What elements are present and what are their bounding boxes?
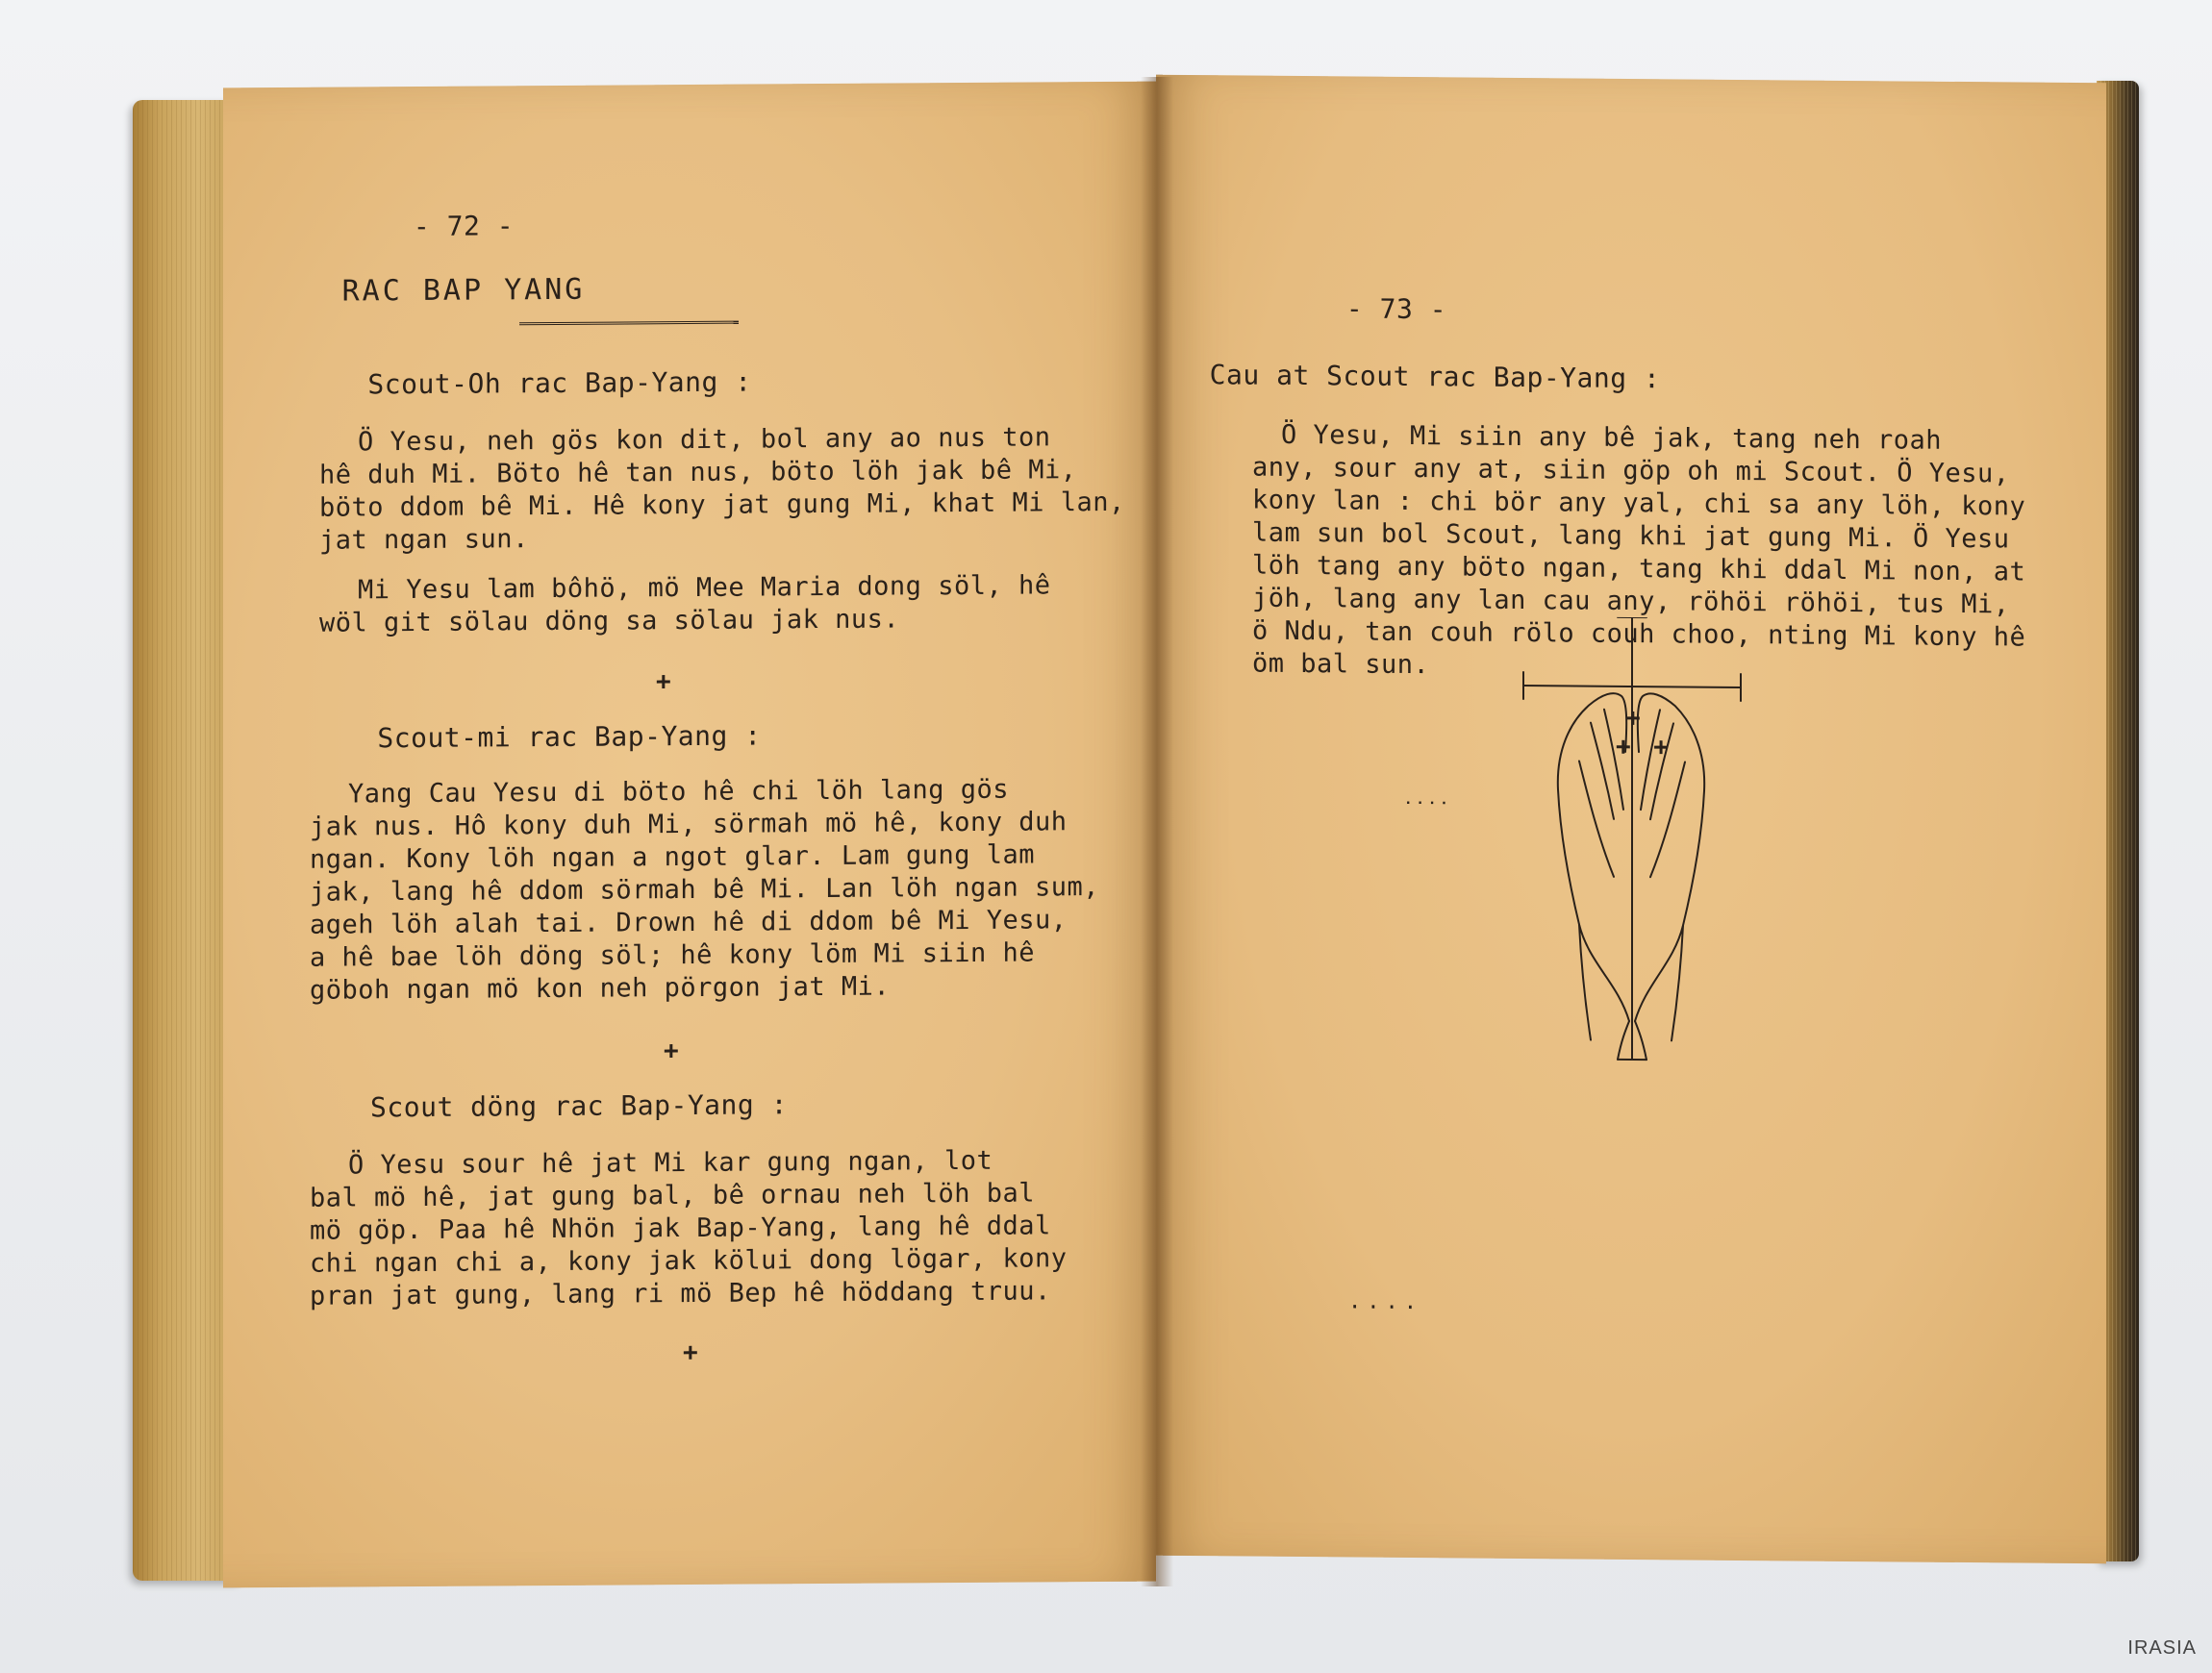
- section-3-line-3: mö göp. Paa hê Nhön jak Bap-Yang, lang hê ddal: [310, 1211, 1051, 1246]
- section-1-line-2: hê duh Mi. Böto hê tan nus, böto löh jak bê Mi,: [319, 455, 1077, 490]
- section-1-line-1: Ö Yesu, neh gös kon dit, bol any ao nus ton: [358, 422, 1051, 458]
- section-1-line-5: Mi Yesu lam bôhö, mö Mee Maria dong söl, hê: [358, 570, 1051, 606]
- right-page-heading: Cau at Scout rac Bap-Yang :: [1209, 359, 1661, 395]
- prayer-line-7: ö Ndu, tan couh rölo couh choo, nting Mi kony hê: [1252, 615, 2026, 653]
- section-divider-cross-1: +: [656, 667, 671, 697]
- prayer-line-8: öm bal sun.: [1252, 648, 1430, 681]
- section-3-line-2: bal mö hê, jat gung bal, bê ornau neh löh bal: [310, 1178, 1035, 1213]
- right-page: [1156, 75, 2106, 1564]
- praying-hands-cross-illustration: [1521, 616, 1743, 1109]
- section-divider-cross-2: +: [664, 1036, 679, 1066]
- section-2-line-3: ngan. Kony löh ngan a ngot glar. Lam gung lam: [310, 839, 1035, 875]
- section-2-line-1: Yang Cau Yesu di böto hê chi löh lang gös: [348, 774, 1009, 810]
- watermark-label: IRASIA: [2127, 1637, 2197, 1659]
- stray-dots-bottom: ....: [1348, 1289, 1422, 1315]
- cross-mark-single: +: [1625, 703, 1641, 734]
- prayer-line-2: any, sour any at, siin göp oh mi Scout. Ö Yesu,: [1252, 452, 2010, 489]
- prayer-line-4: lam sun bol Scout, lang khi jat gung Mi. Ö Yesu: [1252, 517, 2010, 555]
- section-2-line-5: ageh löh alah tai. Drown hê di ddom bê Mi Yesu,: [310, 905, 1068, 940]
- section-1-line-3: böto ddom bê Mi. Hê kony jat gung Mi, khat Mi lan,: [319, 487, 1125, 523]
- section-divider-cross-3: +: [683, 1337, 698, 1368]
- title-underline: [519, 321, 739, 326]
- section-3-line-1: Ö Yesu sour hê jat Mi kar gung ngan, lot: [348, 1145, 993, 1181]
- cross-horizontal-beam: [1523, 686, 1741, 687]
- section-heading-2: Scout-mi rac Bap-Yang :: [377, 719, 762, 755]
- prayer-line-3: kony lan : chi bör any yal, chi sa any löh, kony: [1252, 485, 2026, 522]
- left-page: [223, 82, 1156, 1588]
- prayer-line-5: löh tang any böto ngan, tang khi ddal Mi non, at: [1252, 550, 2026, 587]
- book-gutter-shadow: [1141, 77, 1173, 1586]
- right-hand-outline: [1635, 693, 1704, 1021]
- section-1-line-6: wöl git sölau döng sa sölau jak nus.: [319, 604, 900, 638]
- section-2-line-6: a hê bae löh döng söl; hê kony löm Mi siin hê: [310, 937, 1035, 973]
- cross-mark-pair: + +: [1616, 732, 1672, 762]
- section-2-line-2: jak nus. Hô kony duh Mi, sörmah mö hê, kony duh: [310, 807, 1068, 842]
- right-page-number: - 73 -: [1345, 292, 1447, 326]
- section-3-line-5: pran jat gung, lang ri mö Bep hê höddang truu.: [310, 1276, 1051, 1311]
- left-page-number: - 72 -: [413, 210, 515, 243]
- section-2-line-4: jak, lang hê ddom sörmah bê Mi. Lan löh ngan sum,: [310, 872, 1100, 908]
- left-hand-outline: [1558, 693, 1629, 1021]
- section-2-line-7: göboh ngan mö kon neh pörgon jat Mi.: [310, 971, 891, 1006]
- section-heading-3: Scout döng rac Bap-Yang :: [370, 1088, 788, 1124]
- section-heading-1: Scout-Oh rac Bap-Yang :: [367, 365, 752, 401]
- left-page-title: RAC BAP YANG: [341, 272, 586, 309]
- prayer-line-6: jöh, lang any lan cau any, röhöi röhöi, tus Mi,: [1252, 583, 2010, 620]
- stray-dots-left: ....: [1404, 791, 1452, 809]
- prayer-line-1: Ö Yesu, Mi siin any bê jak, tang neh roah: [1281, 419, 1942, 456]
- section-3-line-4: chi ngan chi a, kony jak kölui dong lögar, kony: [310, 1243, 1068, 1279]
- section-1-line-4: jat ngan sun.: [319, 524, 529, 556]
